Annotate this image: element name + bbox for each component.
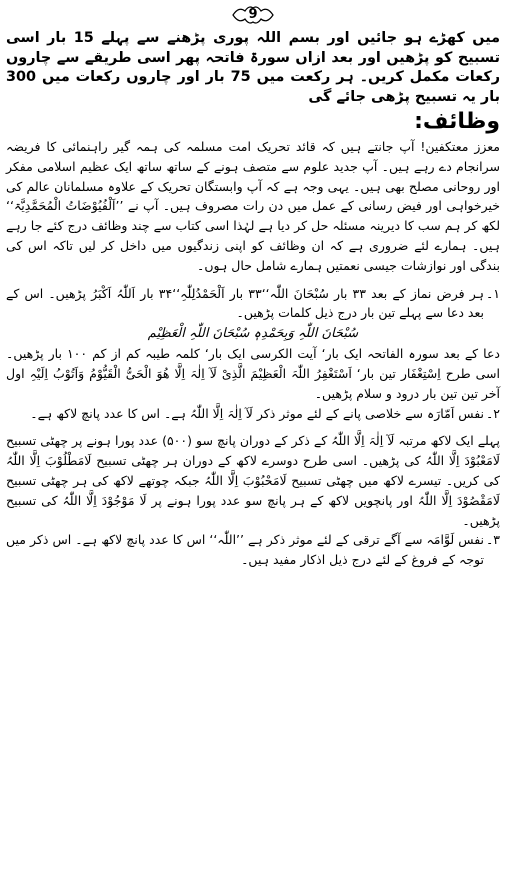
- list-item-1: [6, 284, 500, 324]
- list-item-number: ۳۔: [485, 532, 500, 548]
- top-paragraph: میں کھڑے ہو جائیں اور بسم اللہ پوری پڑھنے سے پہلے 15 بار اسی تسبیح کو پڑھیں اور بعد ازاں سورۃ فاتحہ پھر اسی طریقے سے چاروں رکعات مکمل کریں۔ ہر رکعت میں 75 بار اور چاروں رکعات میں 300 بار یہ تسبیح پڑھی جائے گی: [6, 30, 500, 105]
- list-item-text: نفس اَمّارَہ سے خلاصی پانے کے لئے موثر ذکر لَآ اِلٰہَ اِلَّا اللّٰہُ ہے۔ اس کا عدد پانچ لاکھ ہے۔: [30, 405, 484, 421]
- dua-paragraph: دعا کے بعد سورہ الفاتحہ ایک بار‘ آیت الکرسی ایک بار‘ کلمہ طیبہ کم از کم ۱۰۰ بار پڑھیں۔ اسی طرح اِسْتِغْفَار تین بار‘ اَسْتَغْفِرُ اللّٰہَ الْعَظِیْمَ الَّذِیْ لَآ اِلٰہَ اِلَّا ھُوَ الْحَیُّ الْقَیُّوْمُ وَاَتُوْبُ اِلَیْہِ اول آخر تین تین بار درود و سلام پڑھیں۔: [6, 346, 500, 401]
- list-item-2: [6, 404, 500, 424]
- list-item-text: ہر فرض نماز کے بعد ۳۳ بار سُبْحَانَ اللّٰہ‘‘۳۳ بار اَلْحَمْدُلِلّٰہِ‘‘۳۴ بار اَللّٰہُ اَکْبَرُ پڑھیں۔ اس کے بعد دعا سے پہلے تین بار درج ذیل کلمات پڑھیں۔: [6, 285, 484, 321]
- page-number: 9: [248, 7, 258, 22]
- section-heading: وظائف:: [414, 109, 500, 134]
- spacer: [6, 276, 500, 284]
- page-number-ornament: [231, 4, 275, 26]
- list-item-number: ۲۔: [485, 405, 500, 421]
- list-item-3: [6, 530, 500, 570]
- intro-paragraph: معزز معتکفین! آپ جانتے ہیں کہ قائد تحریک امت مسلمہ کی ہمہ گیر راہنمائی کا فریضہ سرانجام دے رہے ہیں۔ آپ جدید علوم سے متصف ہونے کے ساتھ ساتھ ایک عظیم اسلامی مفکر اور روحانی مصلح بھی ہیں۔ یہی وجہ ہے کہ آپ وابستگان تحریک کے علاوہ مسلمانان عالم کی خیرخواہی اور فیض رسانی کے عمل میں دن رات مصروف ہیں۔ آپ نے ’’اَلْفُیُوْضَاتُ الْمُحَمَّدِیَّۃ‘‘ لکھ کر ہم سب کا دیرینہ مسئلہ حل کر دیا ہے لہٰذا اسی کتاب سے چند وظائف درج کئے جا رہے ہیں۔ ہمارے لئے ضروری ہے کہ ان وظائف کو اپنی زندگیوں میں داخل کر لیں تاکہ اس کی بندگی اور نوازشات جیسی نعمتیں ہمارے شامل حال ہوں۔: [6, 139, 500, 273]
- arabic-phrase: سُبْحَانَ اللّٰہِ وَبِحَمْدِہٖ سُبْحَانَ اللّٰہِ الْعَظِیْم: [147, 326, 359, 342]
- list-item-number: ۱۔: [485, 285, 500, 301]
- spacer: [6, 423, 500, 431]
- list-item-text: نفس لَوَّامَہ سے آگے ترقی کے لئے موثر ذکر ہے ’’اللّٰہ‘‘ اس کا عدد پانچ لاکھ ہے۔ اس ذکر میں توجہ کے فروغ کے لئے درج ذیل اذکار مفید ہیں۔: [6, 532, 484, 568]
- item2-detail-paragraph: پہلے ایک لاکھ مرتبہ لَآ اِلٰہَ اِلَّا اللّٰہُ کے ذکر کے دوران پانچ سو (۵۰۰) عدد پورا ہونے پر چھٹی تسبیح لَامَعْبُوْدَ اِلَّا اللّٰہُ کی پڑھیں۔ اسی طرح دوسرے لاکھ کے دوران ہر چھٹی تسبیح لَامَطْلُوْبَ اِلَّا اللّٰہُ کی کریں۔ تیسرے لاکھ میں چھٹی تسبیح لَامَحْبُوْبَ اِلَّا اللّٰہُ جبکہ چوتھے لاکھ کی ہر چھٹی تسبیح لَامَقْصُوْدَ اِلَّا اللّٰہُ اور پانچویں لاکھ کے ہر پانچ سو عدد پورا ہونے پر لَا مَوْجُوْدَ اِلَّا اللّٰہُ کی تسبیح پڑھیں۔: [6, 433, 500, 528]
